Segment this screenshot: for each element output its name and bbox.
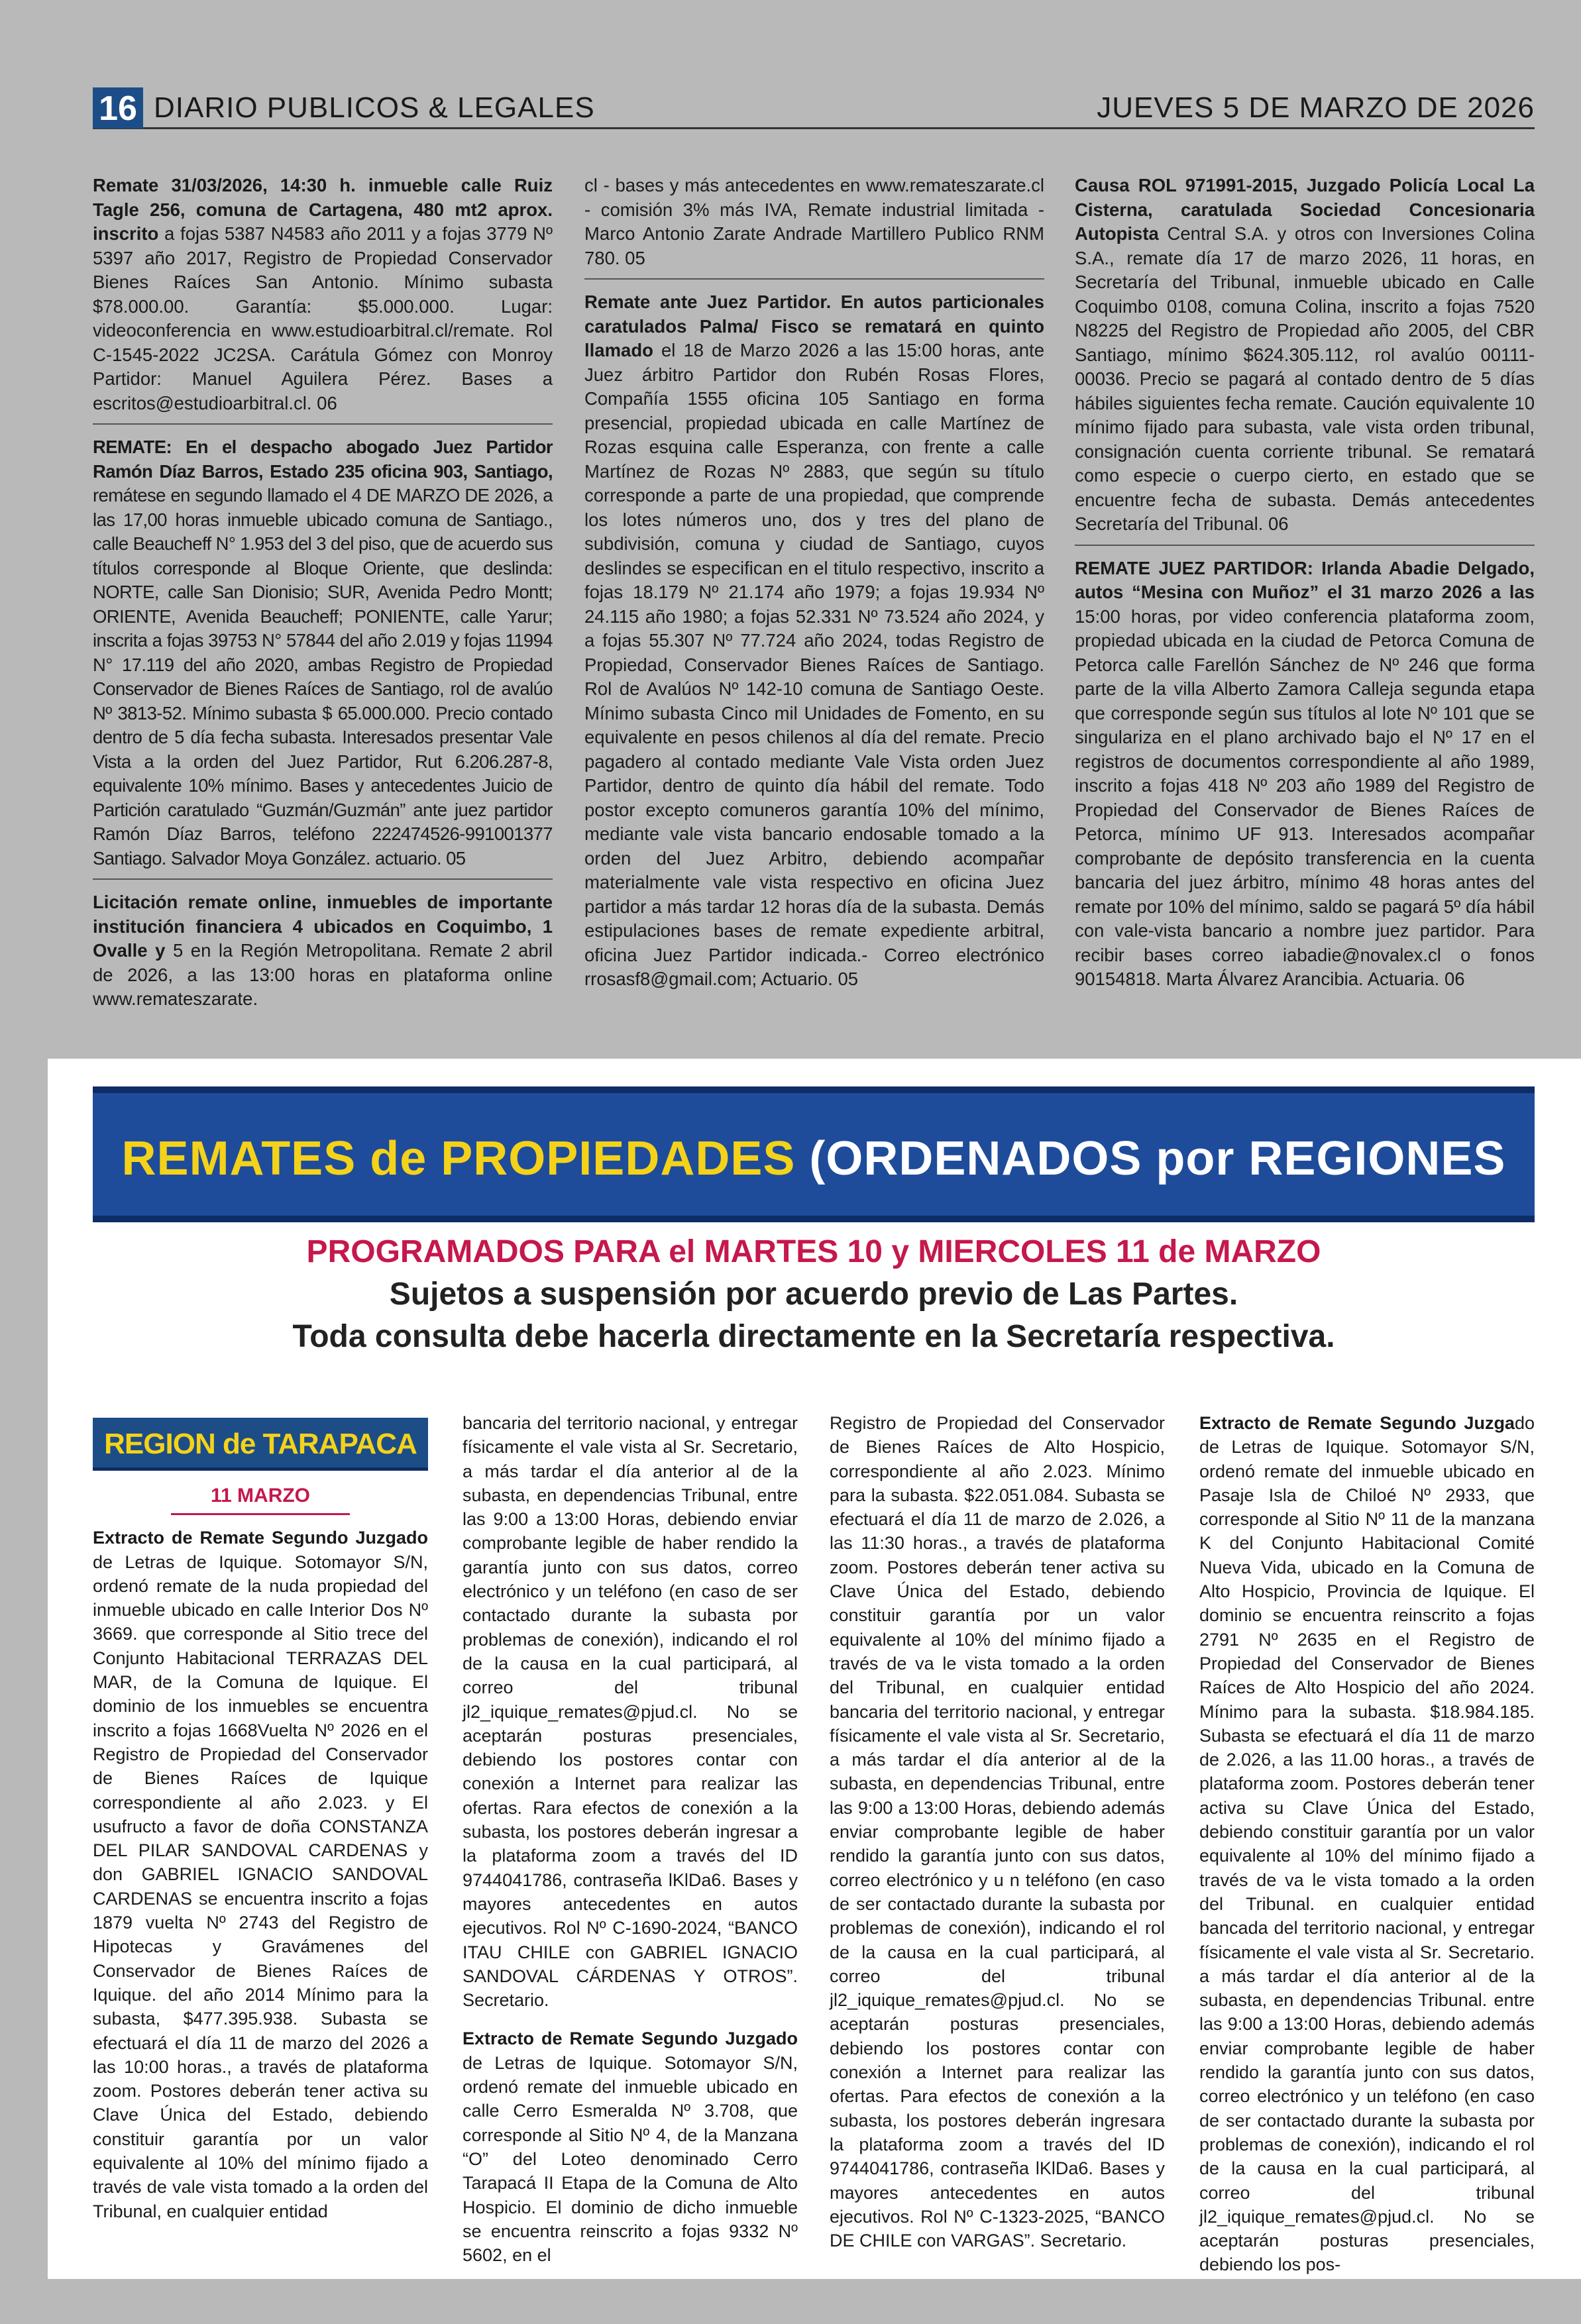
notice-item	[463, 1411, 798, 2012]
notice-body: do de Letras de Iquique. Sotomayor S/N, ordenó remate del inmueble ubicado en Pasaje Isla de Chiloé Nº 2933, que corresponde al Sitio Nº 11 de la manzana K del Conjunto Habitacional Comité Nueva Vida, ubicado en la Comuna de Alto Hospicio, Provincia de Iquique. El dominio se encuentra reinscrito a fojas 2791 Nº 2635 en el Registro de Propiedad del Conservador de Bienes Raíces de Alto Hospicio del año 2024. Mínimo para la subasta. $18.984.185. Subasta se efectuará el día 11 de marzo de 2.026, a las 11.00 horas., a través de plataforma zoom. Postores deberán tener activa su Clave Única del Estado, debiendo constituir garantía por un valor equivalente al 10% del mínimo fijado a través de va le vista tomado a la orden del Tribunal. en cualquier entidad bancada del territorio nacional, y entregar físicamente el vale vista al Sr. Secretario. a más tardar el día anterior al de la subasta, en dependencias Tribunal. entre las 9:00 a 13:00 Horas, debiendo además enviar comprobante legible de haber rendido la garantía junto con sus datos, correo electrónico y un teléfono (en caso de ser contactado durante la subasta por problemas de conexión), indicando el rol de la causa en la cual participará, al correo del tribunal jl2_iquique_remates@pjud.cl. No se aceptarán posturas presenciales, debiendo los pos-	[1199, 1413, 1535, 2275]
schedule-subtitle: PROGRAMADOS PARA el MARTES 10 y MIERCOLES 11 de MARZO	[306, 1234, 1321, 1269]
page-header	[93, 86, 1535, 129]
notice-lead: REMATE JUEZ PARTIDOR: Irlanda Abadie Delgado, autos “Mesina con Muñoz” el 31 marzo 2026 a las	[1075, 557, 1535, 602]
notice-item	[1199, 1411, 1535, 2277]
notice-body: remátese en segundo llamado el 4 DE MARZO DE 2026, a las 17,00 horas inmueble ubicado comuna de Santiago., calle Beaucheff N° 1.953 del 3 del piso, que de acuerdo sus títulos corresponde al Bloque Oriente, que deslinda: NORTE, calle San Dionisio; SUR, Avenida Pedro Montt; ORIENTE, Avenida Beaucheff; PONIENTE, calle Yarur; inscrita a fojas 39753 N° 57844 del año 2.019 y fojas 11994 N° 17.119 del año 2020, ambas Registro de Propiedad Conservador de Bienes Raíces de Santiago, rol de avalúo Nº 3813-52. Mínimo subasta $ 65.000.000. Precio contado dentro de 5 día fecha subasta. Interesados presentar Vale Vista a la orden del Juez Partidor, Rut 6.206.287-8, equivalente 10% mínimo. Bases y antecedentes Juicio de Partición caratulado “Guzmán/Guzmán” ante juez partidor Ramón Díaz Barros, teléfono 222474526-991001377 Santiago. Salvador Moya González. actuario. 05	[93, 485, 553, 869]
notice-item	[584, 290, 1044, 1000]
notice-body: Registro de Propiedad del Conservador de Bienes Raíces de Alto Hospicio, correspondiente al año 2.023. Mínimo para la subasta. $22.051.084. Subasta se efectuará el día 11 de marzo de 2.026, a las 11:30 horas., a través de plataforma zoom. Postores deberán tener activa su Clave Única del Estado, debiendo constituir garantía por un valor equivalente al 10% del mínimo fijado a través de va le vista tomado a la orden del Tribunal, en cualquier entidad bancaria del territorio nacional, y entregar físicamente el vale vista al Sr. Secretario, a más tardar el día anterior al de la subasta, en dependencias Tribunal, entre las 9:00 a 13:00 Horas, debiendo además enviar comprobante legible de haber rendido la garantía junto con sus datos, correo electrónico y u n teléfono (en caso de ser contactado durante la subasta por problemas de conexión), indicando el rol de la causa en la cual participará, al correo del tribunal jl2_iquique_remates@pjud.cl. No se aceptarán posturas presenciales, debiendo los postores contar con conexión a Internet para realizar las ofertas. Para efectos de conexión a la subasta, los postores deberán ingresara la plataforma zoom a través del ID 9744041786, contraseña lKlDa6. Bases y mayores antecedentes en autos ejecutivos. Rol Nº C-1323-2025, “BANCO DE CHILE con VARGAS”. Secretario.	[830, 1413, 1165, 2251]
notice-lead: Licitación remate online, inmuebles de importante institución financiera 4 ubicados en Coquimbo, 1 Ovalle y	[93, 892, 553, 961]
notice-lead: REMATE: En el despacho abogado Juez Partidor Ramón Díaz Barros, Estado 235 oficina 903, Santiago,	[93, 437, 553, 482]
notice-item	[1075, 556, 1535, 1000]
notice-body: 15:00 horas, por video conferencia plataforma zoom, propiedad ubicada en la ciudad de Petorca Comuna de Petorca calle Farellón Sánchez de Nº 246 que forma parte de la villa Alberto Zamora Calleja segunda etapa que corresponde según sus títulos al lote Nº 101 que se singulariza en el plano archivado bajo el Nº 17 en el registros de documentos correspondiente al año 1989, inscrito a fojas 418 Nº 203 año 1989 del Registro de Propiedad del Conservador de Bienes Raíces de Petorca, mínimo UF 913. Interesados acompañar comprobante de depósito transferencia en la cuenta bancaria del juez árbitro, mínimo 48 horas antes del remate por 10% del mínimo, saldo se pagará 5º día hábil con vale-vista bancario a nombre juez partidor. Para recibir bases correo iabadie@novalex.cl o fonos 90154818. Marta Álvarez Arancibia. Actuaria. 06	[1075, 606, 1535, 989]
issue-date: JUEVES 5 DE MARZO DE 2026	[1097, 91, 1535, 124]
notice-lead: Remate ante Juez Partidor. En autos particionales caratulados Palma/ Fisco se rematará en quinto llamado	[584, 291, 1044, 360]
date-label: 11 MARZO	[210, 1485, 311, 1506]
notice-item	[93, 435, 553, 880]
notice-item	[93, 174, 553, 425]
notice-item	[830, 1411, 1165, 2252]
notice-column-3	[1075, 174, 1535, 1010]
notice-lead: Extracto de Remate Segundo Juzgado	[463, 2029, 798, 2049]
notice-item	[463, 2027, 798, 2267]
region-column-4	[1199, 1411, 1535, 2292]
notice-item	[93, 1526, 428, 2223]
date-divider	[171, 1513, 350, 1515]
section-banner	[93, 1086, 1535, 1222]
region-notices	[93, 1411, 1535, 2275]
publication-name: DIARIO PUBLICOS & LEGALES	[154, 91, 595, 124]
region-column-2	[463, 1411, 798, 2282]
notice-body: 5 en la Región Metropolitana. Remate 2 abril de 2026, a las 13:00 horas en plataforma online www.remateszarate.	[93, 940, 553, 1009]
region-column-3	[830, 1411, 1165, 2267]
notice-column-2	[584, 174, 1044, 1010]
top-notices	[93, 174, 1535, 1035]
region-label: REGION de TARAPACA	[93, 1418, 428, 1471]
notice-body: de Letras de Iquique. Sotomayor S/N, ordenó remate de la nuda propiedad del inmueble ubicado en calle Interior Dos Nº 3669. que corresponde al Sitio trece del Conjunto Habitacional TERRAZAS DEL MAR, de la Comuna de Iquique. El dominio de los inmuebles se encuentra inscrito a fojas 1668Vuelta Nº 2026 en el Registro de Propiedad del Conservador de Bienes Raíces de Iquique correspondiente al año 2.023. y El usufructo a favor de doña CONSTANZA DEL PILAR SANDOVAL CARDENAS y don GABRIEL IGNACIO SANDOVAL CARDENAS se encuentra inscrito a fojas 1879 vuelta Nº 2743 del Registro de Hipotecas y Gravámenes del Conservador de Bienes Raíces de Iquique. del año 2014 Mínimo para la subasta, $477.395.938. Subasta se efectuará el día 11 de marzo del 2026 a las 10:00 horas., a través de plataforma zoom. Postores deberán tener activa su Clave Única del Estado, debiendo constituir garantía por un valor equivalente al 10% del mínimo fijado a través de vale vista tomado a la orden del Tribunal, en cualquier entidad	[93, 1552, 428, 2221]
notice-column-1	[93, 174, 553, 1030]
notice-item	[584, 174, 1044, 280]
notice-body: Central S.A. y otros con Inversiones Colina S.A., remate día 17 de marzo 2026, 11 horas, en Secretaría del Tribunal, inmueble ubicado en Calle Coquimbo 0108, comuna Colina, inscrito a fojas 7520 N8225 del Registro de Propiedad año 2005, del CBR Santiago, mínimo $624.305.112, rol avalúo 00111-00036. Precio se pagará al contado dentro de 5 días hábiles siguientes fecha remate. Caución equivalente 10 mínimo fijado para subasta, vale vista orden tribunal, consignación cuenta corriente tribunal. Se rematará como especie o cuerpo cierto, en estado que se encuentre fecha de subasta. Demás antecedentes Secretaría del Tribunal. 06	[1075, 223, 1535, 534]
notice-lead: Causa ROL 971991-2015, Juzgado Policía Local La Cisterna, caratulada Sociedad Concesionaria Autopista	[1075, 175, 1535, 244]
notice-lead: Remate 31/03/2026, 14:30 h. inmueble calle Ruiz Tagle 256, comuna de Cartagena, 480 mt2 aprox. inscrito	[93, 175, 553, 244]
notice-body: el 18 de Marzo 2026 a las 15:00 horas, ante Juez árbitro Partidor don Rubén Rosas Flores, Compañía 1555 oficina 105 Santiago en forma presencial, propiedad ubicada en calle Martínez de Rozas esquina calle Esperanza, con frente a calle Martínez de Rozas Nº 2883, que según su título corresponde a parte de una propiedad, que comprende los lotes números uno, dos y tres del plano de subdivisión, comuna y ciudad de Santiago, cuyos deslindes se especifican en el titulo respectivo, inscrito a fojas 18.179 Nº 21.174 año 1979; a fojas 19.934 Nº 24.115 año 1980; a fojas 52.331 Nº 73.524 año 2024, y a fojas 55.307 Nº 77.724 año 2024, todas Registro de Propiedad, Conservador Bienes Raíces de Santiago. Rol de Avalúos Nº 142-10 comuna de Santiago Oeste. Mínimo subasta Cinco mil Unidades de Fomento, en su equivalente en pesos chilenos al día del remate. Precio pagadero al contado mediante Vale Vista orden Juez Partidor, dentro de quinto día hábil del remate. Todo postor excepto comuneros garantía 10% del mínimo, mediante vale vista bancario endosable tomado a la orden del Juez Arbitro, debiendo acompañar materialmente vale vista respectivo en oficina Juez partidor a más tardar 12 horas día de la subasta. Demás estipulaciones bases de remate expediente arbitral, oficina Juez Partidor indicada.- Correo electrónico rrosasf8@gmail.com; Actuario. 05	[584, 340, 1044, 989]
region-column-1	[93, 1418, 428, 2238]
notice-item	[93, 890, 553, 1020]
banner-title-rest: (ORDENADOS por REGIONES	[795, 1132, 1506, 1185]
notice-lead: Extracto de Remate Segundo Juzgado	[93, 1528, 428, 1548]
notice-body: cl - bases y más antecedentes en www.remateszarate.cl - comisión 3% más IVA, Remate industrial limitada - Marco Antonio Zarate Andrade Martillero Publico RNM 780. 05	[584, 175, 1044, 268]
suspension-note: Sujetos a suspensión por acuerdo previo de Las Partes.	[389, 1277, 1238, 1312]
notice-item	[1075, 174, 1535, 546]
notice-body: bancaria del territorio nacional, y entregar físicamente el vale vista al Sr. Secretario, a más tardar el día anterior al de la subasta, en dependencias Tribunal, entre las 9:00 a 13:00 Horas, debiendo enviar comprobante legible de haber rendido la garantía junto con sus datos, correo electrónico y un teléfono (en caso de ser contactado durante la subasta por problemas de conexión), indicando el rol de la causa en la cual participará, al correo del tribunal jl2_iquique_remates@pjud.cl. No se aceptarán posturas presenciales, debiendo los postores contar con conexión a Internet para realizar las ofertas. Rara efectos de conexión a la subasta, los postores deberán ingresar a la plataforma zoom a través del ID 9744041786, contraseña lKlDa6. Bases y mayores antecedentes en autos ejecutivos. Rol Nº C-1690-2024, “BANCO ITAU CHILE con GABRIEL IGNACIO SANDOVAL CÁRDENAS Y OTROS”. Secretario.	[463, 1413, 798, 2011]
notice-body: a fojas 5387 N4583 año 2011 y a fojas 3779 Nº 5397 año 2017, Registro de Propiedad Conservador Bienes Raíces San Antonio. Mínimo subasta $78.000.00. Garantía: $5.000.000. Lugar: videoconferencia en www.estudioarbitral.cl/remate. Rol C-1545-2022 JC2SA. Carátula Gómez con Monroy Partidor: Manuel Aguilera Pérez. Bases a escritos@estudioarbitral.cl. 06	[93, 223, 553, 413]
inquiry-note: Toda consulta debe hacerla directamente en la Secretaría respectiva.	[292, 1319, 1335, 1354]
notice-body: de Letras de Iquique. Sotomayor S/N, ordenó remate del inmueble ubicado en calle Cerro Esmeralda Nº 3.708, que corresponde al Sitio Nº 4, de la Manzana “O” del Loteo denominado Cerro Tarapacá II Etapa de la Comuna de Alto Hospicio. El dominio de dicho inmueble se encuentra reinscrito a fojas 9332 Nº 5602, en el	[463, 2052, 798, 2266]
notice-lead: Extracto de Remate Segundo Juzga	[1199, 1413, 1515, 1433]
banner-title	[93, 1132, 1535, 1186]
banner-title-highlight: REMATES de PROPIEDADES	[121, 1132, 796, 1185]
page-number: 16	[93, 87, 143, 129]
